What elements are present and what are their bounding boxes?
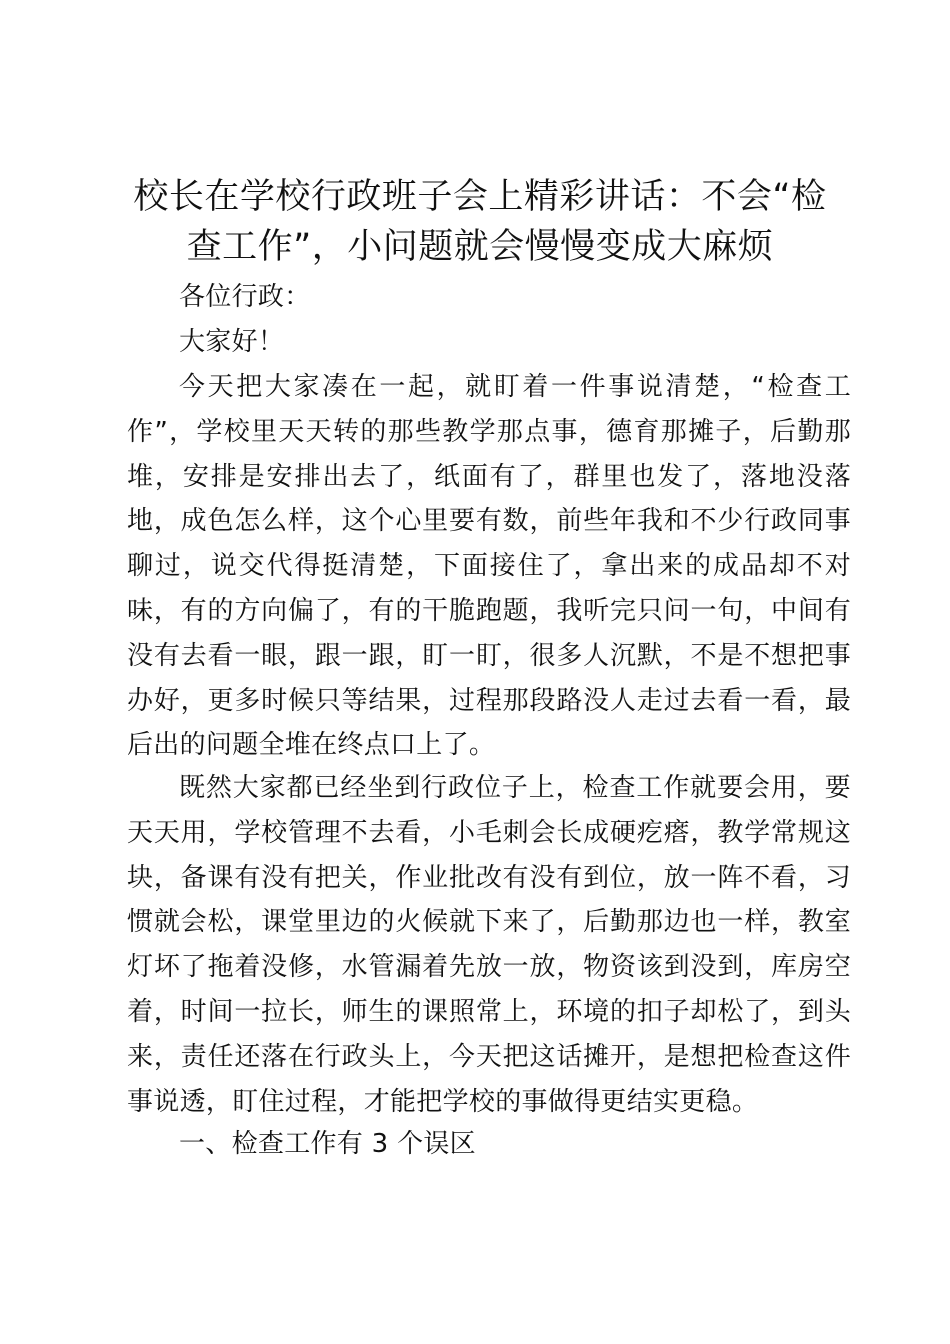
greeting: 大家好！: [179, 327, 285, 357]
body-paragraph: 今天把大家凑在一起，就盯着一件事说清楚，“检查工作”，学校里天天转的那些教学那点事，德育那摊子，后勤那堆，安排是安排出去了，纸面有了，群里也发了，落地没落地，成色怎么样，这个心里要有数，前些年我和不少行政同事聊过，说交代得挺清楚，下面接住了，拿出来的成品却不对味，有的方向偏了，有的干脆跑题，我听完只问一句，中间有没有去看一眼，跟一跟，盯一盯，很多人沉默，不是不想把事办好，更多时候只等结果，过程那段路没人走过去看一看，最后出的问题全堆在终点口上了。: [127, 372, 851, 761]
section-heading: 一、检查工作有 3 个误区: [179, 1129, 476, 1159]
body-paragraph: 既然大家都已经坐到行政位子上，检查工作就要会用，要天天用，学校管理不去看，小毛刺会长成硬疙瘩，教学常规这块，备课有没有把关，作业批改有没有到位，放一阵不看，习惯就会松，课堂里边的火候就下来了，后勤那边也一样，教室灯坏了拖着没修，水管漏着先放一放，物资该到没到，库房空着，时间一拉长，师生的课照常上，环境的扣子却松了，到头来，责任还落在行政头上，今天把这话摊开，是想把检查这件事说透，盯住过程，才能把学校的事做得更结实更稳。: [127, 773, 851, 1117]
document-title: 校长在学校行政班子会上精彩讲话：不会“检查工作”，小问题就会慢慢变成大麻烦: [133, 177, 827, 267]
salutation: 各位行政：: [179, 282, 311, 312]
